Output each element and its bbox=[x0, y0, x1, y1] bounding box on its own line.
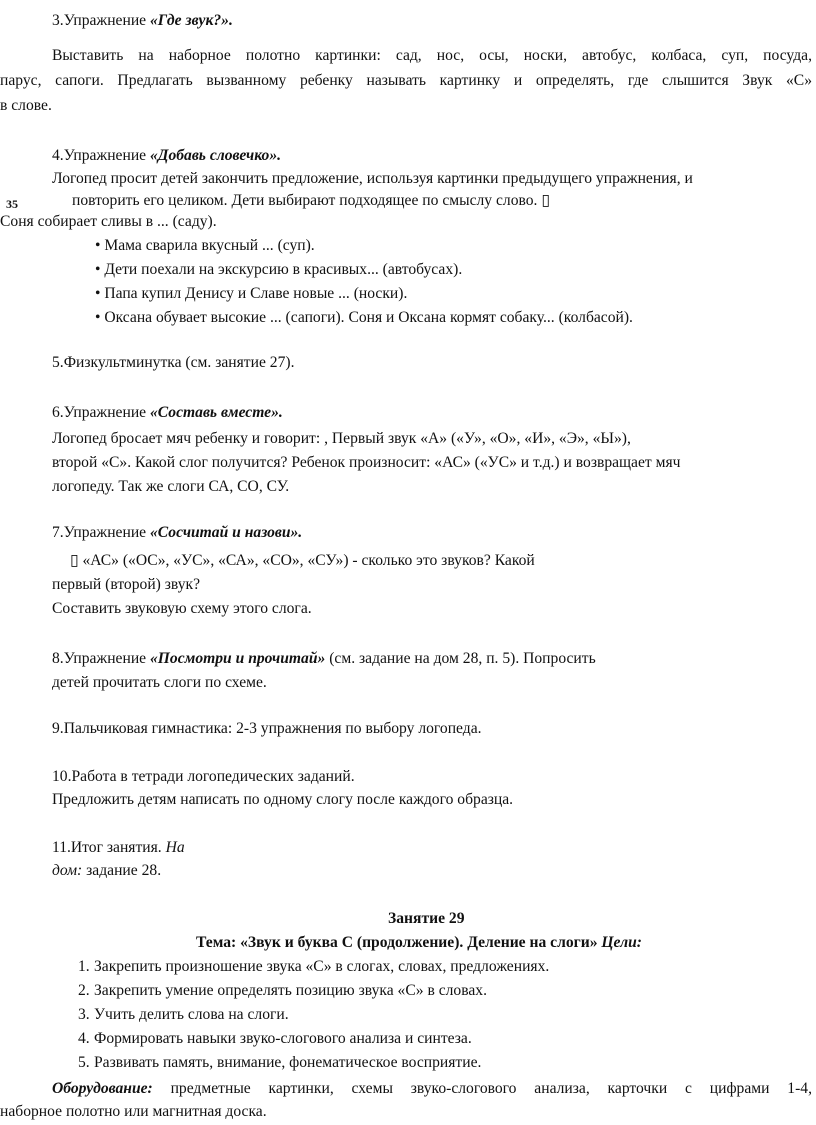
missing-glyph-icon: ▯ bbox=[70, 552, 79, 569]
goal-number: 5. bbox=[78, 1054, 90, 1071]
lesson-theme-text: Тема: «Звук и буква С (продолжение). Деление на слоги» bbox=[196, 934, 602, 951]
goal-text: Учить делить слова на слоги. bbox=[94, 1006, 289, 1023]
equipment-line-1 bbox=[52, 1078, 812, 1100]
exercise-title: «Где звук?». bbox=[150, 12, 233, 29]
exercise-6-text-line-2: второй «С». Какой слог получится? Ребенок произносит: «АС» («УС» и т.д.) и возвращает мяч bbox=[52, 454, 681, 471]
list-item-text: Мама сварила вкусный ... (суп). bbox=[104, 237, 315, 254]
exercise-label: Упражнение bbox=[63, 147, 150, 164]
exercise-9: 9.Пальчиковая гимнастика: 2-3 упражнения по выбору логопеда. bbox=[52, 720, 482, 737]
exercise-7-text-line-3: Составить звуковую схему этого слога. bbox=[52, 600, 312, 617]
bullet-icon: • bbox=[95, 309, 105, 326]
goal-item bbox=[78, 1028, 472, 1050]
list-item bbox=[95, 235, 315, 257]
exercise-6-text-line-1: Логопед бросает мяч ребенку и говорит: , Первый звук «А» («У», «О», «И», «Э», «Ы»), bbox=[52, 430, 631, 447]
exercise-label: Упражнение bbox=[63, 524, 150, 541]
lesson-heading: Занятие 29 bbox=[388, 910, 465, 927]
exercise-6-heading bbox=[52, 402, 283, 424]
exercise-5: 5.Физкультминутка (см. занятие 27). bbox=[52, 354, 295, 371]
list-item bbox=[95, 259, 462, 281]
exercise-7-text: «АС» («ОС», «УС», «СА», «СО», «СУ») - сколько это звуков? Какой bbox=[78, 552, 535, 569]
exercise-4-text: повторить его целиком. Дети выбирают подходящее по смыслу слово. bbox=[72, 192, 542, 209]
page-number: 35 bbox=[6, 197, 18, 211]
homework-text: задание 28. bbox=[82, 862, 162, 879]
exercise-7-text-line-1 bbox=[70, 550, 535, 572]
equipment-label: Оборудование: bbox=[52, 1080, 153, 1097]
lesson-theme bbox=[196, 932, 642, 954]
goal-number: 4. bbox=[78, 1030, 90, 1047]
exercise-number: 3. bbox=[52, 12, 64, 29]
exercise-4-text-line-2 bbox=[72, 190, 550, 212]
exercise-number: 7. bbox=[52, 524, 64, 541]
bullet-icon: • bbox=[95, 261, 105, 278]
exercise-11-line-2 bbox=[52, 860, 161, 882]
goal-text: Закрепить умение определять позицию звука «С» в словах. bbox=[94, 982, 487, 999]
goal-text: Формировать навыки звуко-слогового анализа и синтеза. bbox=[94, 1030, 472, 1047]
exercise-title: «Составь вместе». bbox=[150, 404, 283, 421]
goal-number: 1. bbox=[78, 958, 90, 975]
goal-text: Развивать память, внимание, фонематическое восприятие. bbox=[94, 1054, 482, 1071]
exercise-title: «Добавь словечко». bbox=[150, 147, 282, 164]
goal-number: 3. bbox=[78, 1006, 90, 1023]
exercise-number: 8. bbox=[52, 650, 64, 667]
exercise-label: Упражнение bbox=[63, 650, 150, 667]
exercise-title: «Посмотри и прочитай» bbox=[150, 650, 326, 667]
homework-label-part-1: На bbox=[165, 839, 185, 856]
goal-number: 2. bbox=[78, 982, 90, 999]
list-item bbox=[95, 307, 633, 329]
exercise-8-text-line-2: детей прочитать слоги по схеме. bbox=[52, 674, 267, 691]
exercise-title: «Сосчитай и назови». bbox=[150, 524, 303, 541]
exercise-3-text-line-3: в слове. bbox=[0, 97, 52, 114]
exercise-4-sentence-1: Соня собирает сливы в ... (саду). bbox=[0, 213, 217, 230]
exercise-10-line-2: Предложить детям написать по одному слогу после каждого образца. bbox=[52, 791, 514, 808]
exercise-label: Упражнение bbox=[63, 12, 150, 29]
exercise-7-heading bbox=[52, 522, 302, 544]
exercise-4-heading bbox=[52, 145, 281, 167]
exercise-11-label: 11.Итог занятия. bbox=[52, 839, 166, 856]
exercise-label: Упражнение bbox=[63, 404, 150, 421]
exercise-3-heading bbox=[52, 10, 233, 32]
bullet-icon: • bbox=[95, 285, 105, 302]
list-item bbox=[95, 283, 407, 305]
homework-label-part-2: дом: bbox=[52, 862, 83, 879]
exercise-number: 6. bbox=[52, 404, 64, 421]
goal-item bbox=[78, 1004, 289, 1026]
exercise-8-text: (см. задание на дом 28, п. 5). Попросить bbox=[325, 650, 596, 667]
list-item-text: Оксана обувает высокие ... (сапоги). Соня и Оксана кормят собаку... (колбасой). bbox=[104, 309, 633, 326]
goal-item bbox=[78, 1052, 481, 1074]
equipment-line-2: наборное полотно или магнитная доска. bbox=[0, 1103, 267, 1120]
exercise-3-text-line-1: Выставить на наборное полотно картинки: сад, нос, осы, носки, автобус, колбаса, суп, посуда, bbox=[52, 47, 812, 64]
goals-label: Цели: bbox=[601, 934, 642, 951]
goal-item bbox=[78, 956, 549, 978]
exercise-3-text-line-2: парус, сапоги. Предлагать вызванному ребенку называть картинку и определять, где слышится Звук «С» bbox=[0, 72, 812, 89]
bullet-icon: • bbox=[95, 237, 105, 254]
exercise-6-text-line-3: логопеду. Так же слоги СА, СО, СУ. bbox=[52, 478, 290, 495]
exercise-4-text-line-1: Логопед просит детей закончить предложение, используя картинки предыдущего упражнения, и bbox=[52, 170, 693, 187]
equipment-text: предметные картинки, схемы звуко-слогового анализа, карточки с цифрами 1-4, bbox=[152, 1080, 812, 1097]
list-item-text: Папа купил Денису и Славе новые ... (носки). bbox=[104, 285, 408, 302]
exercise-10-line-1: 10.Работа в тетради логопедических заданий. bbox=[52, 768, 355, 785]
goal-text: Закрепить произношение звука «С» в слогах, словах, предложениях. bbox=[94, 958, 550, 975]
exercise-11-line-1 bbox=[52, 837, 185, 859]
goal-item bbox=[78, 980, 487, 1002]
exercise-7-text-line-2: первый (второй) звук? bbox=[52, 576, 201, 593]
missing-glyph-icon: ▯ bbox=[541, 192, 550, 209]
exercise-8-heading bbox=[52, 648, 596, 670]
exercise-number: 4. bbox=[52, 147, 64, 164]
list-item-text: Дети поехали на экскурсию в красивых... (автобусах). bbox=[104, 261, 463, 278]
